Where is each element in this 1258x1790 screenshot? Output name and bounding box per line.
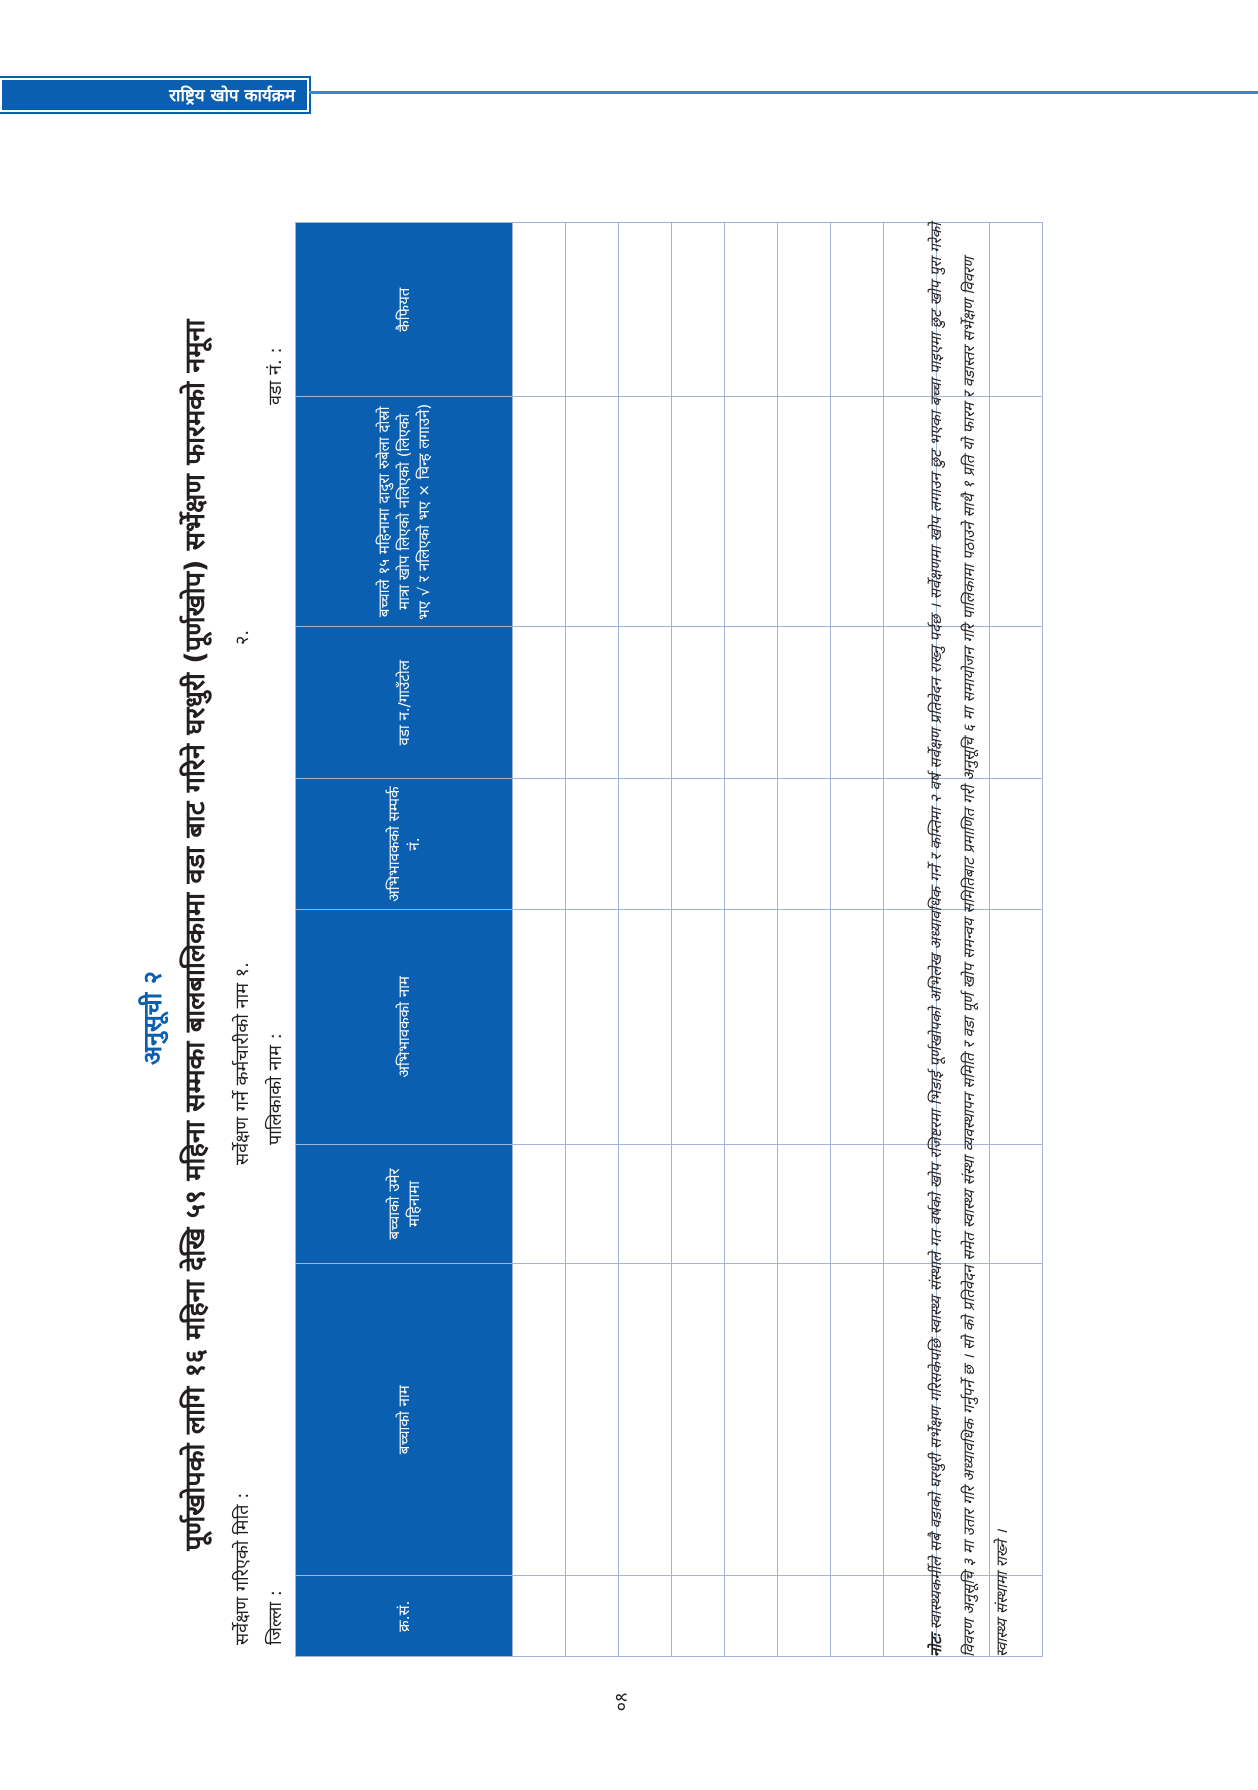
form-title: पूर्णखोपको लागि १६ महिना देखि ५९ महिना सम्मका बालबालिकामा वडा बाट गरिने घरधुरी (पूर्णखोप) सर्भेक्षण फारमको नमूना <box>180 319 211 1551</box>
table-cell[interactable] <box>725 397 778 627</box>
table-cell[interactable] <box>725 1264 778 1576</box>
page-number: ४० <box>610 1692 632 1712</box>
col-serial: क्र.सं. <box>296 1576 513 1657</box>
col-remarks: कैफियत <box>296 223 513 397</box>
table-cell[interactable] <box>831 1576 884 1657</box>
table-cell[interactable] <box>619 1264 672 1576</box>
header-banner <box>0 78 309 112</box>
table-row <box>566 223 619 1657</box>
table-cell[interactable] <box>619 1576 672 1657</box>
table-cell[interactable] <box>831 397 884 627</box>
table-cell[interactable] <box>513 223 566 397</box>
table-cell[interactable] <box>672 1144 725 1263</box>
surveyor-name-label: सर्वेक्षण गर्ने कर्मचारीको नाम १. <box>232 962 253 1165</box>
table-cell[interactable] <box>619 397 672 627</box>
col-guardian-contact: अभिभावकको सम्पर्क नं. <box>296 779 513 909</box>
table-cell[interactable] <box>619 909 672 1144</box>
table-cell[interactable] <box>566 397 619 627</box>
table-cell[interactable] <box>831 223 884 397</box>
table-cell[interactable] <box>566 1576 619 1657</box>
col-child-name: बच्चाको नाम <box>296 1264 513 1576</box>
table-cell[interactable] <box>513 909 566 1144</box>
survey-date-label: सर्वेक्षण गरिएको मिति : <box>232 1492 253 1645</box>
table-cell[interactable] <box>778 1144 831 1263</box>
table-cell[interactable] <box>725 627 778 779</box>
table-cell[interactable] <box>672 1264 725 1576</box>
table-cell[interactable] <box>725 1144 778 1263</box>
header-rule <box>309 91 1258 94</box>
col-ward-tole: वडा न./गाउँटोल <box>296 627 513 779</box>
table-cell[interactable] <box>831 1144 884 1263</box>
col-guardian-name: अभिभावकको नाम <box>296 909 513 1144</box>
table-cell[interactable] <box>725 909 778 1144</box>
note-label: नोटः <box>927 1634 945 1657</box>
table-cell[interactable] <box>778 779 831 909</box>
table-cell[interactable] <box>778 223 831 397</box>
table-cell[interactable] <box>513 779 566 909</box>
table-cell[interactable] <box>619 1144 672 1263</box>
table-cell[interactable] <box>672 909 725 1144</box>
table-cell[interactable] <box>619 779 672 909</box>
table-row <box>831 223 884 1657</box>
table-cell[interactable] <box>725 1576 778 1657</box>
table-cell[interactable] <box>566 223 619 397</box>
table-cell[interactable] <box>513 627 566 779</box>
note-text: स्वास्थ्यकर्मीले सबै वडाको घरधुरी सर्भेक्षण गरिसकेपछि स्वास्थ्य संस्थाले गत वर्षको खोप रजिष्टरमा भिडाई पूर्णखोपको अभिलेख अध्यावधिक गर्ने र कम्तिमा २ वर्ष सर्वेक्षण प्रतिवेदन राख्नु पर्दछ । सर्वेक्षणमा खोप लगाउन छुट भएका बच्चा पाइएमा छुट खोप पुरा गरेको विवरण अनुसूचि ३ मा उतार गरि अध्यावधिक गर्नुपर्ने छ । सो को प्रतिवेदन समेत स्वास्थ्य संस्था व्यवस्थापन समिति र वडा पूर्ण खोप समन्वय समितिबाट प्रमाणित गरी अनुसूचि ६ मा समायोजन गरि पालिकामा पठाउने साथै १ प्रति यो फारम र वडास्तर सर्भेक्षण विवरण स्वास्थ्य संस्थामा राख्ने । <box>927 222 1011 1657</box>
table-cell[interactable] <box>619 223 672 397</box>
table-cell[interactable] <box>831 909 884 1144</box>
table-cell[interactable] <box>831 627 884 779</box>
table-cell[interactable] <box>566 1264 619 1576</box>
table-cell[interactable] <box>778 627 831 779</box>
district-label: जिल्ला : <box>265 1590 286 1645</box>
table-row <box>725 223 778 1657</box>
table-cell[interactable] <box>513 1576 566 1657</box>
col-mr2-status: बच्चाले १५ महिनामा दादुरा रुबेला दोस्रो मात्रा खोप लिएको नलिएको (लिएको भए √ र नलिएको भए × चिन्ह लगाउने) <box>296 397 513 627</box>
table-cell[interactable] <box>672 627 725 779</box>
table-cell[interactable] <box>778 397 831 627</box>
table-header-row <box>296 223 513 1657</box>
table-cell[interactable] <box>513 1264 566 1576</box>
table-cell[interactable] <box>831 779 884 909</box>
table-row <box>619 223 672 1657</box>
table-cell[interactable] <box>672 779 725 909</box>
table-cell[interactable] <box>619 627 672 779</box>
table-cell[interactable] <box>513 1144 566 1263</box>
table-cell[interactable] <box>566 779 619 909</box>
table-cell[interactable] <box>672 1576 725 1657</box>
ward-label: वडा नं. : <box>265 347 286 405</box>
annex-title: अनुसूची २ <box>138 971 167 1065</box>
table-cell[interactable] <box>725 779 778 909</box>
col-child-age: बच्चाको उमेर महिनामा <box>296 1144 513 1263</box>
table-cell[interactable] <box>566 1144 619 1263</box>
table-cell[interactable] <box>513 397 566 627</box>
table-row <box>672 223 725 1657</box>
table-cell[interactable] <box>778 909 831 1144</box>
surveyor-2-label: २. <box>232 629 253 645</box>
table-cell[interactable] <box>566 909 619 1144</box>
program-title: राष्ट्रिय खोप कार्यक्रम <box>169 86 295 106</box>
municipality-label: पालिकाको नाम : <box>265 1033 286 1145</box>
rotated-form <box>135 185 1095 1685</box>
table-cell[interactable] <box>566 627 619 779</box>
table-cell[interactable] <box>778 1264 831 1576</box>
table-cell[interactable] <box>778 1576 831 1657</box>
footnote <box>920 217 1019 1657</box>
table-row <box>778 223 831 1657</box>
table-cell[interactable] <box>672 223 725 397</box>
table-cell[interactable] <box>831 1264 884 1576</box>
table-row <box>513 223 566 1657</box>
table-cell[interactable] <box>672 397 725 627</box>
table-cell[interactable] <box>725 223 778 397</box>
